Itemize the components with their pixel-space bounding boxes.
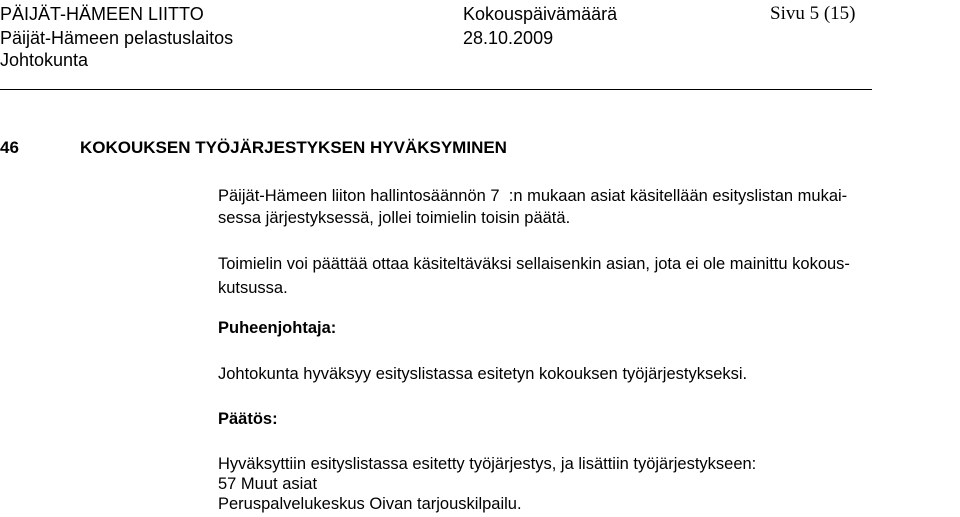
- section-number: 46: [0, 138, 19, 157]
- section-title: KOKOUKSEN TYÖJÄRJESTYKSEN HYVÄKSYMINEN: [80, 138, 507, 157]
- page-number: Sivu 5 (15): [770, 3, 856, 24]
- organization-name: PÄIJÄT-HÄMEEN LIITTO: [0, 4, 204, 24]
- sub-organization-name: Päijät-Hämeen pelastuslaitos: [0, 28, 234, 48]
- paragraph-1-line-2: sessa järjestyksessä, jollei toimielin toisin päätä.: [218, 209, 571, 227]
- meeting-date-label: Kokouspäivämäärä: [463, 4, 618, 24]
- paragraph-2-line-1: Toimielin voi päättää ottaa käsiteltäväksi sellaisenkin asian, jota ei ole mainittu kokous-: [218, 255, 850, 273]
- chair-proposal-label: Puheenjohtaja:: [218, 319, 337, 337]
- header-divider: [0, 89, 872, 90]
- paragraph-2-line-2: kutsussa.: [218, 279, 288, 297]
- decision-line-1: Hyväksyttiin esityslistassa esitetty työjärjestys, ja lisättiin työjärjestykseen:: [218, 455, 757, 473]
- committee-name: Johtokunta: [0, 50, 89, 70]
- decision-line-2: 57 Muut asiat: [218, 475, 318, 493]
- paragraph-1-line-1: Päijät-Hämeen liiton hallintosäännön 7 :n mukaan asiat käsitellään esityslistan mukai-: [218, 187, 848, 205]
- decision-line-3: Peruspalvelukeskus Oivan tarjouskilpailu.: [218, 495, 522, 513]
- meeting-date: 28.10.2009: [463, 28, 554, 48]
- decision-label: Päätös:: [218, 410, 278, 428]
- chair-proposal-text: Johtokunta hyväksyy esityslistassa esitetyn kokouksen työjärjestykseksi.: [218, 365, 748, 383]
